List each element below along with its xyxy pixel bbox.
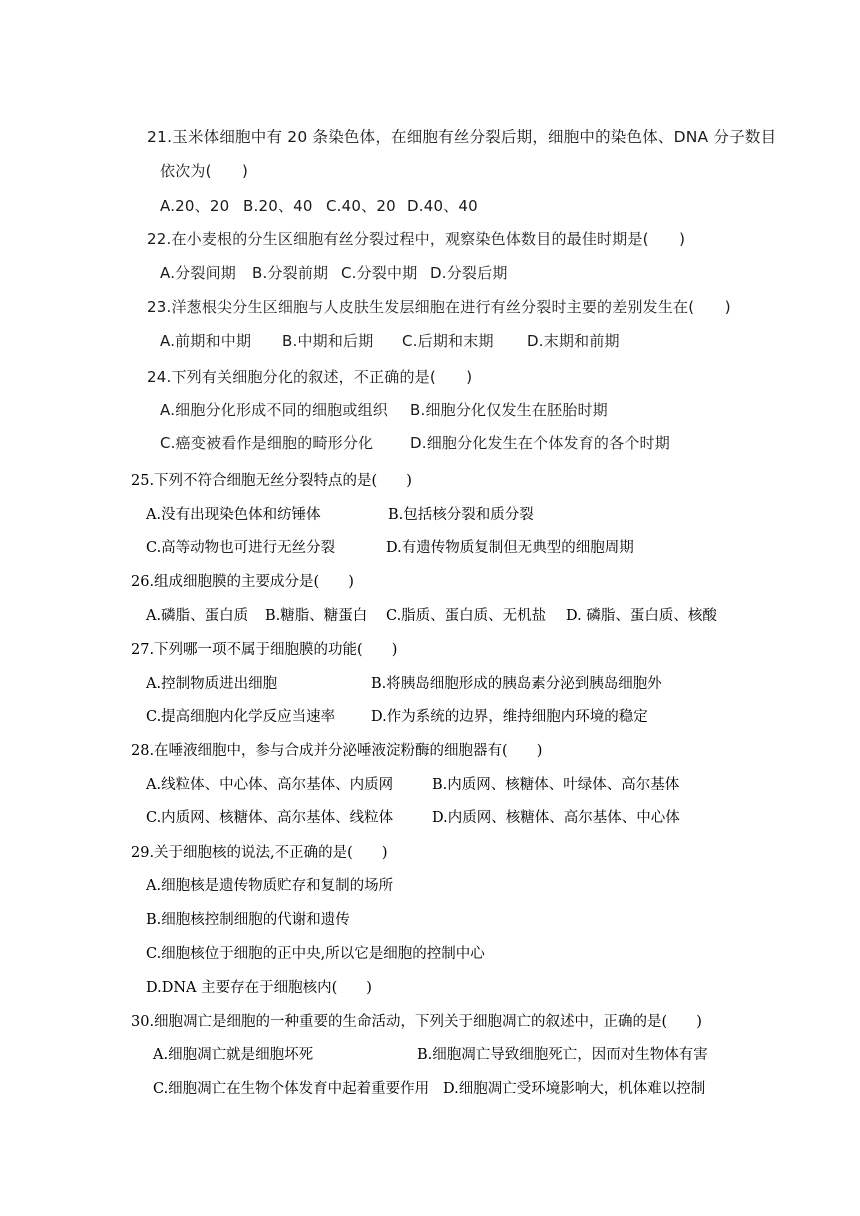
option-b: B.细胞分化仅发生在胚胎时期: [410, 401, 608, 419]
option-d: D.细胞分化发生在个体发育的各个时期: [410, 434, 670, 452]
option-c: C.癌变被看作是细胞的畸形分化: [160, 434, 374, 452]
option-c: C.细胞凋亡在生物个体发育中起着重要作用: [153, 1081, 430, 1097]
option-c: C.高等动物也可进行无丝分裂: [146, 540, 336, 556]
option-a: A.细胞分化形成不同的细胞或组织: [160, 401, 388, 419]
question-29-option-d: D.DNA 主要存在于细胞核内( ): [146, 980, 372, 996]
question-28-stem: 28.在唾液细胞中，参与合成并分泌唾液淀粉酶的细胞器有( ): [131, 743, 543, 759]
option-b: B.包括核分裂和质分裂: [388, 507, 534, 523]
question-30-options-row-2: [153, 1082, 763, 1100]
option-b: B.内质网、核糖体、叶绿体、高尔基体: [432, 777, 680, 793]
question-25-options-row-1: [146, 508, 766, 526]
option-a: A.磷脂、蛋白质: [146, 608, 249, 624]
option-c: C.脂质、蛋白质、无机盐: [386, 608, 547, 624]
question-25-options-row-2: [146, 541, 766, 559]
option-a: A.控制物质进出细胞: [146, 676, 278, 692]
question-30-options-row-1: [153, 1048, 763, 1066]
question-24-options-row-1: [160, 403, 760, 421]
option-c: C.40、20: [326, 197, 396, 215]
question-28-options-row-2: [146, 811, 766, 829]
option-a: A.前期和中期: [160, 332, 252, 350]
option-c: C.后期和末期: [402, 332, 494, 350]
question-24-stem: 24.下列有关细胞分化的叙述，不正确的是( ): [147, 368, 473, 386]
question-27-stem: 27.下列哪一项不属于细胞膜的功能( ): [131, 642, 398, 658]
question-25-stem: 25.下列不符合细胞无丝分裂特点的是( ): [131, 473, 412, 489]
option-a: A.分裂间期: [160, 264, 236, 282]
option-d: D.末期和前期: [527, 332, 620, 350]
option-b: B.细胞凋亡导致细胞死亡，因而对生物体有害: [417, 1047, 708, 1063]
question-22-stem: 22.在小麦根的分生区细胞有丝分裂过程中，观察染色体数目的最佳时期是( ): [147, 230, 686, 248]
question-21-stem-continued: 依次为( ): [160, 162, 249, 180]
option-a: A.20、20: [160, 197, 230, 215]
option-d: D.作为系统的边界，维持细胞内环境的稳定: [371, 709, 648, 725]
question-23-stem: 23.洋葱根尖分生区细胞与人皮肤生发层细胞在进行有丝分裂时主要的差别发生在( ): [147, 298, 731, 316]
question-26-stem: 26.组成细胞膜的主要成分是( ): [131, 574, 354, 590]
question-22-options: [160, 266, 760, 284]
option-c: C.分裂中期: [341, 264, 418, 282]
option-b: B.中期和后期: [282, 332, 374, 350]
question-29-option-c: C.细胞核位于细胞的正中央,所以它是细胞的控制中心: [146, 946, 485, 962]
option-b: B.糖脂、糖蛋白: [265, 608, 368, 624]
option-a: A.没有出现染色体和纺锤体: [146, 507, 321, 523]
option-b: B.20、40: [243, 197, 313, 215]
option-a: A.细胞凋亡就是细胞坏死: [153, 1047, 314, 1063]
question-28-options-row-1: [146, 778, 766, 796]
question-29-option-a: A.细胞核是遗传物质贮存和复制的场所: [146, 878, 394, 894]
option-d: D.分裂后期: [430, 264, 508, 282]
option-d: D.内质网、核糖体、高尔基体、中心体: [432, 810, 680, 826]
option-b: B.分裂前期: [252, 264, 329, 282]
option-d: D.40、40: [407, 197, 478, 215]
question-24-options-row-2: [160, 436, 760, 454]
option-b: B.将胰岛细胞形成的胰岛素分泌到胰岛细胞外: [371, 676, 662, 692]
question-29-stem: 29.关于细胞核的说法,不正确的是( ): [131, 845, 388, 861]
option-a: A.线粒体、中心体、高尔基体、内质网: [146, 777, 394, 793]
question-23-options: [160, 334, 760, 352]
question-30-stem: 30.细胞凋亡是细胞的一种重要的生命活动，下列关于细胞凋亡的叙述中，正确的是( ): [131, 1014, 702, 1030]
question-27-options-row-2: [146, 710, 766, 728]
question-26-options: [146, 609, 766, 627]
question-21-options: [160, 199, 760, 217]
question-21-stem: 21.玉米体细胞中有 20 条染色体，在细胞有丝分裂后期，细胞中的染色体、DNA 分子数目: [147, 128, 777, 146]
option-d: D.有遗传物质复制但无典型的细胞周期: [386, 540, 634, 556]
option-c: C.内质网、核糖体、高尔基体、线粒体: [146, 810, 394, 826]
option-d: D. 磷脂、蛋白质、核酸: [566, 608, 717, 624]
option-d: D.细胞凋亡受环境影响大，机体难以控制: [443, 1081, 706, 1097]
option-c: C.提高细胞内化学反应当速率: [146, 709, 336, 725]
question-27-options-row-1: [146, 677, 766, 695]
question-29-option-b: B.细胞核控制细胞的代谢和遗传: [146, 912, 350, 928]
